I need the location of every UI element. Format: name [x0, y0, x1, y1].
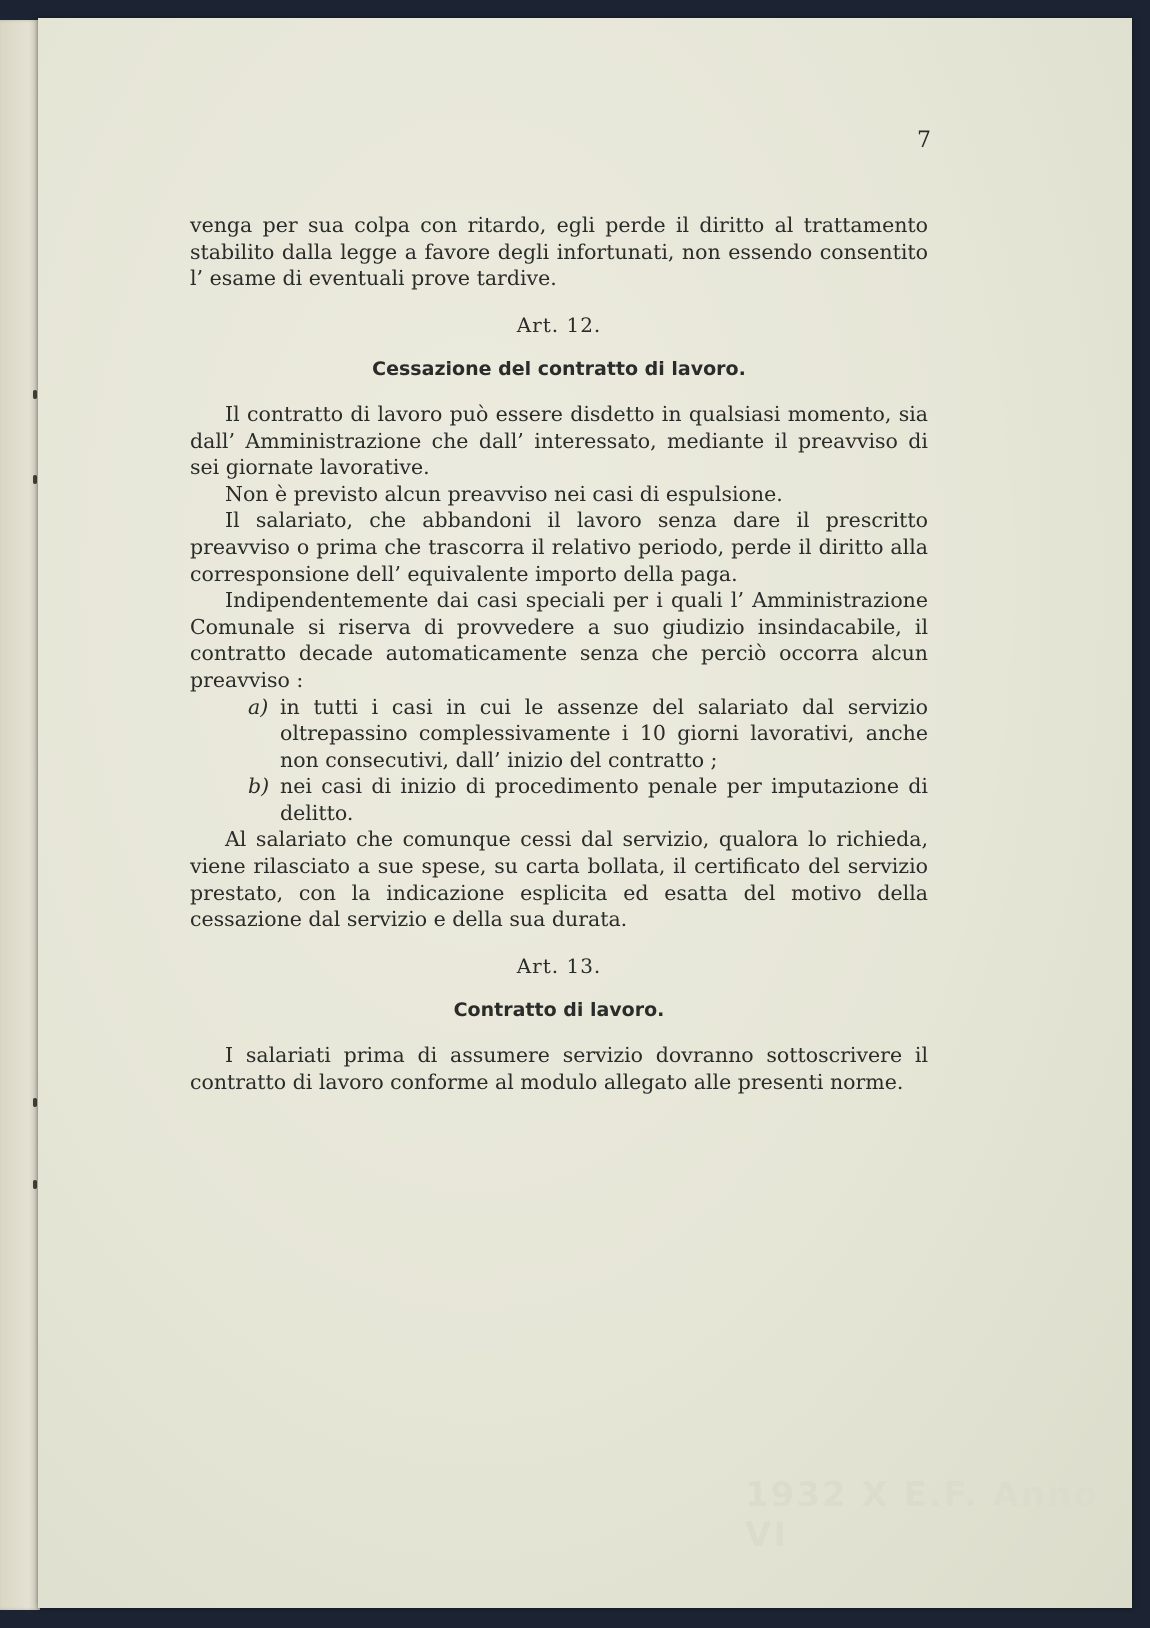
article-12-paragraph-2: Non è previsto alcun preavviso nei casi di espulsione. [225, 481, 783, 506]
article-13-title: Contratto di lavoro. [453, 999, 665, 1022]
article-12-paragraph-5: Al salariato che comunque cessi dal servizio, qualora lo richieda, viene rilasciato a sue spese, su carta bollata, il certificato del servizio prestato, con la indicazione esplicita ed esatta del motivo della cessazione dal servizio e della sua durata. [190, 827, 928, 932]
list-item [190, 694, 928, 774]
list-item-text: in tutti i casi in cui le assenze del salariato dal servizio oltrepassino complessivamente i 10 giorni lavorativi, anche non consecutivi, dall’ inizio del contratto ; [280, 694, 928, 772]
list-item-text: nei casi di inizio di procedimento penale per imputazione di delitto. [280, 774, 928, 825]
binding-hole-mark [33, 1098, 37, 1107]
left-page-edge [0, 20, 40, 1610]
faded-stamp: 1932 X E.F. Anno VI [745, 1475, 1099, 1555]
page-number: 7 [917, 128, 931, 153]
article-12-label: Art. 12. [516, 312, 602, 337]
article-12-title: Cessazione del contratto di lavoro. [372, 358, 746, 381]
page-body [190, 212, 928, 1095]
list-item [190, 773, 928, 826]
article-12-paragraph-4: Indipendentemente dai casi speciali per i quali l’ Amministrazione Comunale si riserva di provvedere a suo giudizio insindacabile, il contratto decade automaticamente senza che perciò occorra alcun preavviso : [190, 588, 928, 692]
list-marker: b) [248, 774, 270, 799]
paragraph-intro: venga per sua colpa con ritardo, egli perde il diritto al trattamento stabilito dalla legge a favore degli infortunati, non essendo consentito l’ esame di eventuali prove tardive. [190, 213, 928, 291]
article-12-paragraph-3: Il salariato, che abbandoni il lavoro senza dare il prescritto preavviso o prima che trascorra il relativo periodo, perde il diritto alla corresponsione dell’ equivalente importo della paga. [190, 508, 928, 586]
list-marker: a) [248, 694, 269, 719]
binding-hole-mark [33, 475, 37, 484]
binding-hole-mark [33, 390, 37, 399]
binding-hole-mark [33, 1180, 37, 1189]
article-12-paragraph-1: Il contratto di lavoro può essere disdetto in qualsiasi momento, sia dall’ Amministrazione che dall’ interessato, mediante il preavviso di sei giornate lavorative. [190, 401, 928, 480]
article-13-label: Art. 13. [516, 953, 602, 978]
article-13-paragraph-1: I salariati prima di assumere servizio dovranno sottoscrivere il contratto di lavoro conforme al modulo allegato alle presenti norme. [190, 1043, 928, 1094]
